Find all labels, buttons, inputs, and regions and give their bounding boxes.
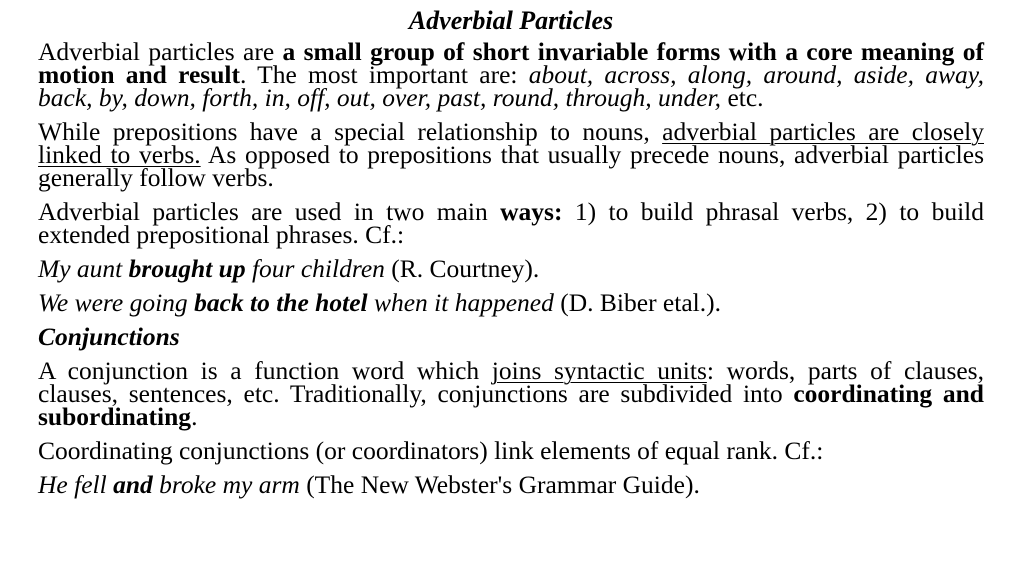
example-text: We were going: [38, 288, 195, 317]
bold-phrase: a small group of short invariable forms with a core meaning of motion and result: [38, 37, 985, 89]
text-run: As opposed to prepositions that usually precede nouns, adverbial particles generally follow verbs.: [38, 140, 985, 192]
example-source: (The New Webster's Grammar Guide).: [299, 470, 700, 499]
example-highlight: and: [113, 470, 153, 499]
text-run: : words, parts of clauses, clauses, sentences, etc. Traditionally, conjunctions are subdivided into: [38, 356, 984, 408]
paragraph-prepositions-contrast: [38, 117, 985, 192]
example-highlight: brought up: [128, 254, 246, 283]
paragraph-usage-ways: [38, 197, 984, 249]
paragraph-coordinating: Coordinating conjunctions (or coordinators) link elements of equal rank. Cf.:: [38, 436, 824, 465]
text-run: 1) to build phrasal verbs, 2) to build extended prepositional phrases. Cf.:: [38, 197, 984, 249]
text-run: While prepositions have a special relationship to nouns,: [38, 117, 663, 146]
text-run: A conjunction is a function word which: [38, 356, 492, 385]
text-run: Adverbial particles are used in two main: [38, 197, 501, 226]
example-sentence-3: [38, 470, 984, 499]
example-text: He fell: [38, 470, 114, 499]
underlined-phrase: joins syntactic units: [491, 356, 707, 385]
particle-list: about, across, along, around, aside, away, back, by, down, forth, in, off, out, over, past, round, through, under,: [38, 60, 984, 112]
text-run: Adverbial particles are: [38, 37, 283, 66]
example-text: four children: [245, 254, 385, 283]
example-text: broke my arm: [152, 470, 300, 499]
text-run: .: [191, 402, 198, 431]
example-sentence-1: [38, 254, 984, 283]
example-text: when it happened: [367, 288, 554, 317]
text-run: etc.: [721, 83, 764, 112]
slide-title: Adverbial Particles: [408, 6, 614, 35]
example-text: My aunt: [38, 254, 129, 283]
paragraph-conjunction-definition: [38, 356, 984, 431]
bold-word: ways:: [500, 197, 563, 226]
section-heading-conjunctions: Conjunctions: [38, 322, 180, 351]
example-highlight: back to the hotel: [194, 288, 368, 317]
text-run: . The most important are:: [239, 60, 529, 89]
example-source: (D. Biber etal.).: [553, 288, 721, 317]
example-sentence-2: [38, 288, 984, 317]
underlined-phrase: adverbial particles are closely linked to verbs.: [38, 117, 984, 169]
bold-phrase: coordinating and subordinating: [38, 379, 984, 431]
paragraph-adverbial-definition: [38, 37, 985, 112]
example-source: (R. Courtney).: [384, 254, 540, 283]
